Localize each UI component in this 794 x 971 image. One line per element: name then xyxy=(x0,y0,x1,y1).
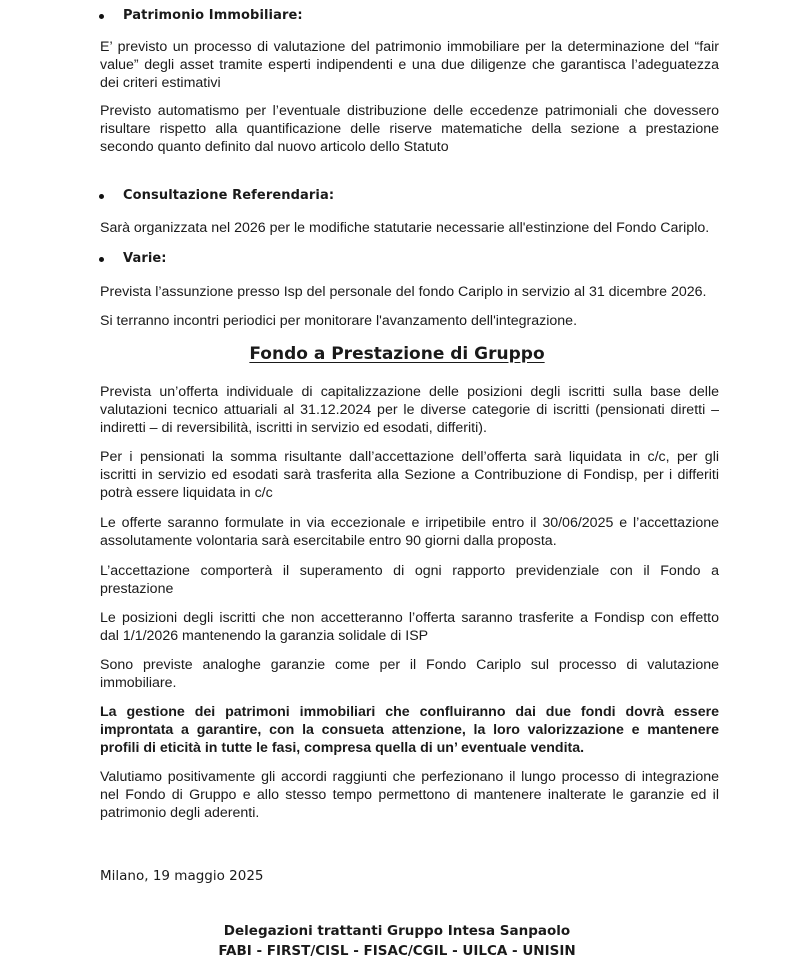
paragraph-fondo-bold: La gestione dei patrimoni immobiliari che confluiranno dai due fondi dovrà essere improntata a garantire, con la consueta attenzione, la loro valorizzazione e mantenere profili di eticità in tutte le fasi, compresa quella di un’ eventuale vendita. xyxy=(100,704,719,756)
paragraph-fondo-conclusione: Valutiamo positivamente gli accordi raggiunti che perfezionano il lungo processo di integrazione nel Fondo di Gruppo e allo stesso tempo permettono di mantenere inalterate le garanzie ed il patrimonio degli aderenti. xyxy=(100,769,719,821)
paragraph-fondo-3: Le offerte saranno formulate in via eccezionale e irripetibile entro il 30/06/2025 e l’accettazione assolutamente volontaria sarà esercitabile entro 90 giorni dalla proposta. xyxy=(100,515,719,549)
paragraph-fondo-2: Per i pensionati la somma risultante dall’accettazione dell’offerta sarà liquidata in c/c, per gli iscritti in servizio ed esodati sarà trasferita alla Sezione a Contribuzione di Fondisp, per i differiti potrà essere liquidata in c/c xyxy=(100,449,719,501)
paragraph-patrimonio-1: E’ previsto un processo di valutazione del patrimonio immobiliare per la determinazione del “fair value” degli asset tramite esperti indipendenti e una due diligenze che garantisca l’adeguatezza dei criteri estimativi xyxy=(100,39,719,91)
heading-fondo-prestazione xyxy=(0,344,794,364)
signature-line-1: Delegazioni trattanti Gruppo Intesa Sanpaolo xyxy=(223,923,571,939)
bullet-varie xyxy=(99,251,167,266)
bullet-dot-icon xyxy=(99,14,104,19)
paragraph-consultazione: Sarà organizzata nel 2026 per le modifiche statutarie necessarie all'estinzione del Fondo Cariplo. xyxy=(100,220,710,236)
paragraph-patrimonio-2: Previsto automatismo per l’eventuale distribuzione delle eccedenze patrimoniali che dovessero risultare rispetto alla quantificazione delle riserve matematiche della sezione a prestazione secondo quanto definito dal nuovo articolo dello Statuto xyxy=(100,103,719,155)
bullet-patrimonio-immobiliare xyxy=(99,8,303,23)
paragraph-varie-2: Si terranno incontri periodici per monitorare l'avanzamento dell'integrazione. xyxy=(100,313,578,329)
paragraph-fondo-5: Le posizioni degli iscritti che non accetteranno l’offerta saranno trasferite a Fondisp con effetto dal 1/1/2026 mantenendo la garanzia solidale di ISP xyxy=(100,610,719,644)
bullet-dot-icon xyxy=(99,257,104,262)
page-title: Fondo a Prestazione di Gruppo xyxy=(249,344,545,364)
document-date: Milano, 19 maggio 2025 xyxy=(100,868,264,884)
paragraph-varie-1: Prevista l’assunzione presso Isp del personale del fondo Cariplo in servizio al 31 dicembre 2026. xyxy=(100,284,707,300)
section-title-varie: Varie: xyxy=(123,251,167,266)
paragraph-fondo-1: Prevista un’offerta individuale di capitalizzazione delle posizioni degli iscritti sulla base delle valutazioni tecnico attuariali al 31.12.2024 per le diverse categorie di iscritti (pensionati diretti – indiretti – di reversibilità, iscritti in servizio ed esodati, differiti). xyxy=(100,384,719,436)
signature-line-2: FABI - FIRST/CISL - FISAC/CGIL - UILCA - UNISIN xyxy=(218,943,576,959)
section-title-consultazione: Consultazione Referendaria: xyxy=(123,188,335,203)
section-title-patrimonio: Patrimonio Immobiliare: xyxy=(123,8,303,23)
paragraph-fondo-4: L’accettazione comporterà il superamento di ogni rapporto previdenziale con il Fondo a prestazione xyxy=(100,563,719,597)
bullet-consultazione-referendaria xyxy=(99,188,334,203)
paragraph-fondo-6: Sono previste analoghe garanzie come per il Fondo Cariplo sul processo di valutazione immobiliare. xyxy=(100,657,719,691)
bullet-dot-icon xyxy=(99,194,104,199)
